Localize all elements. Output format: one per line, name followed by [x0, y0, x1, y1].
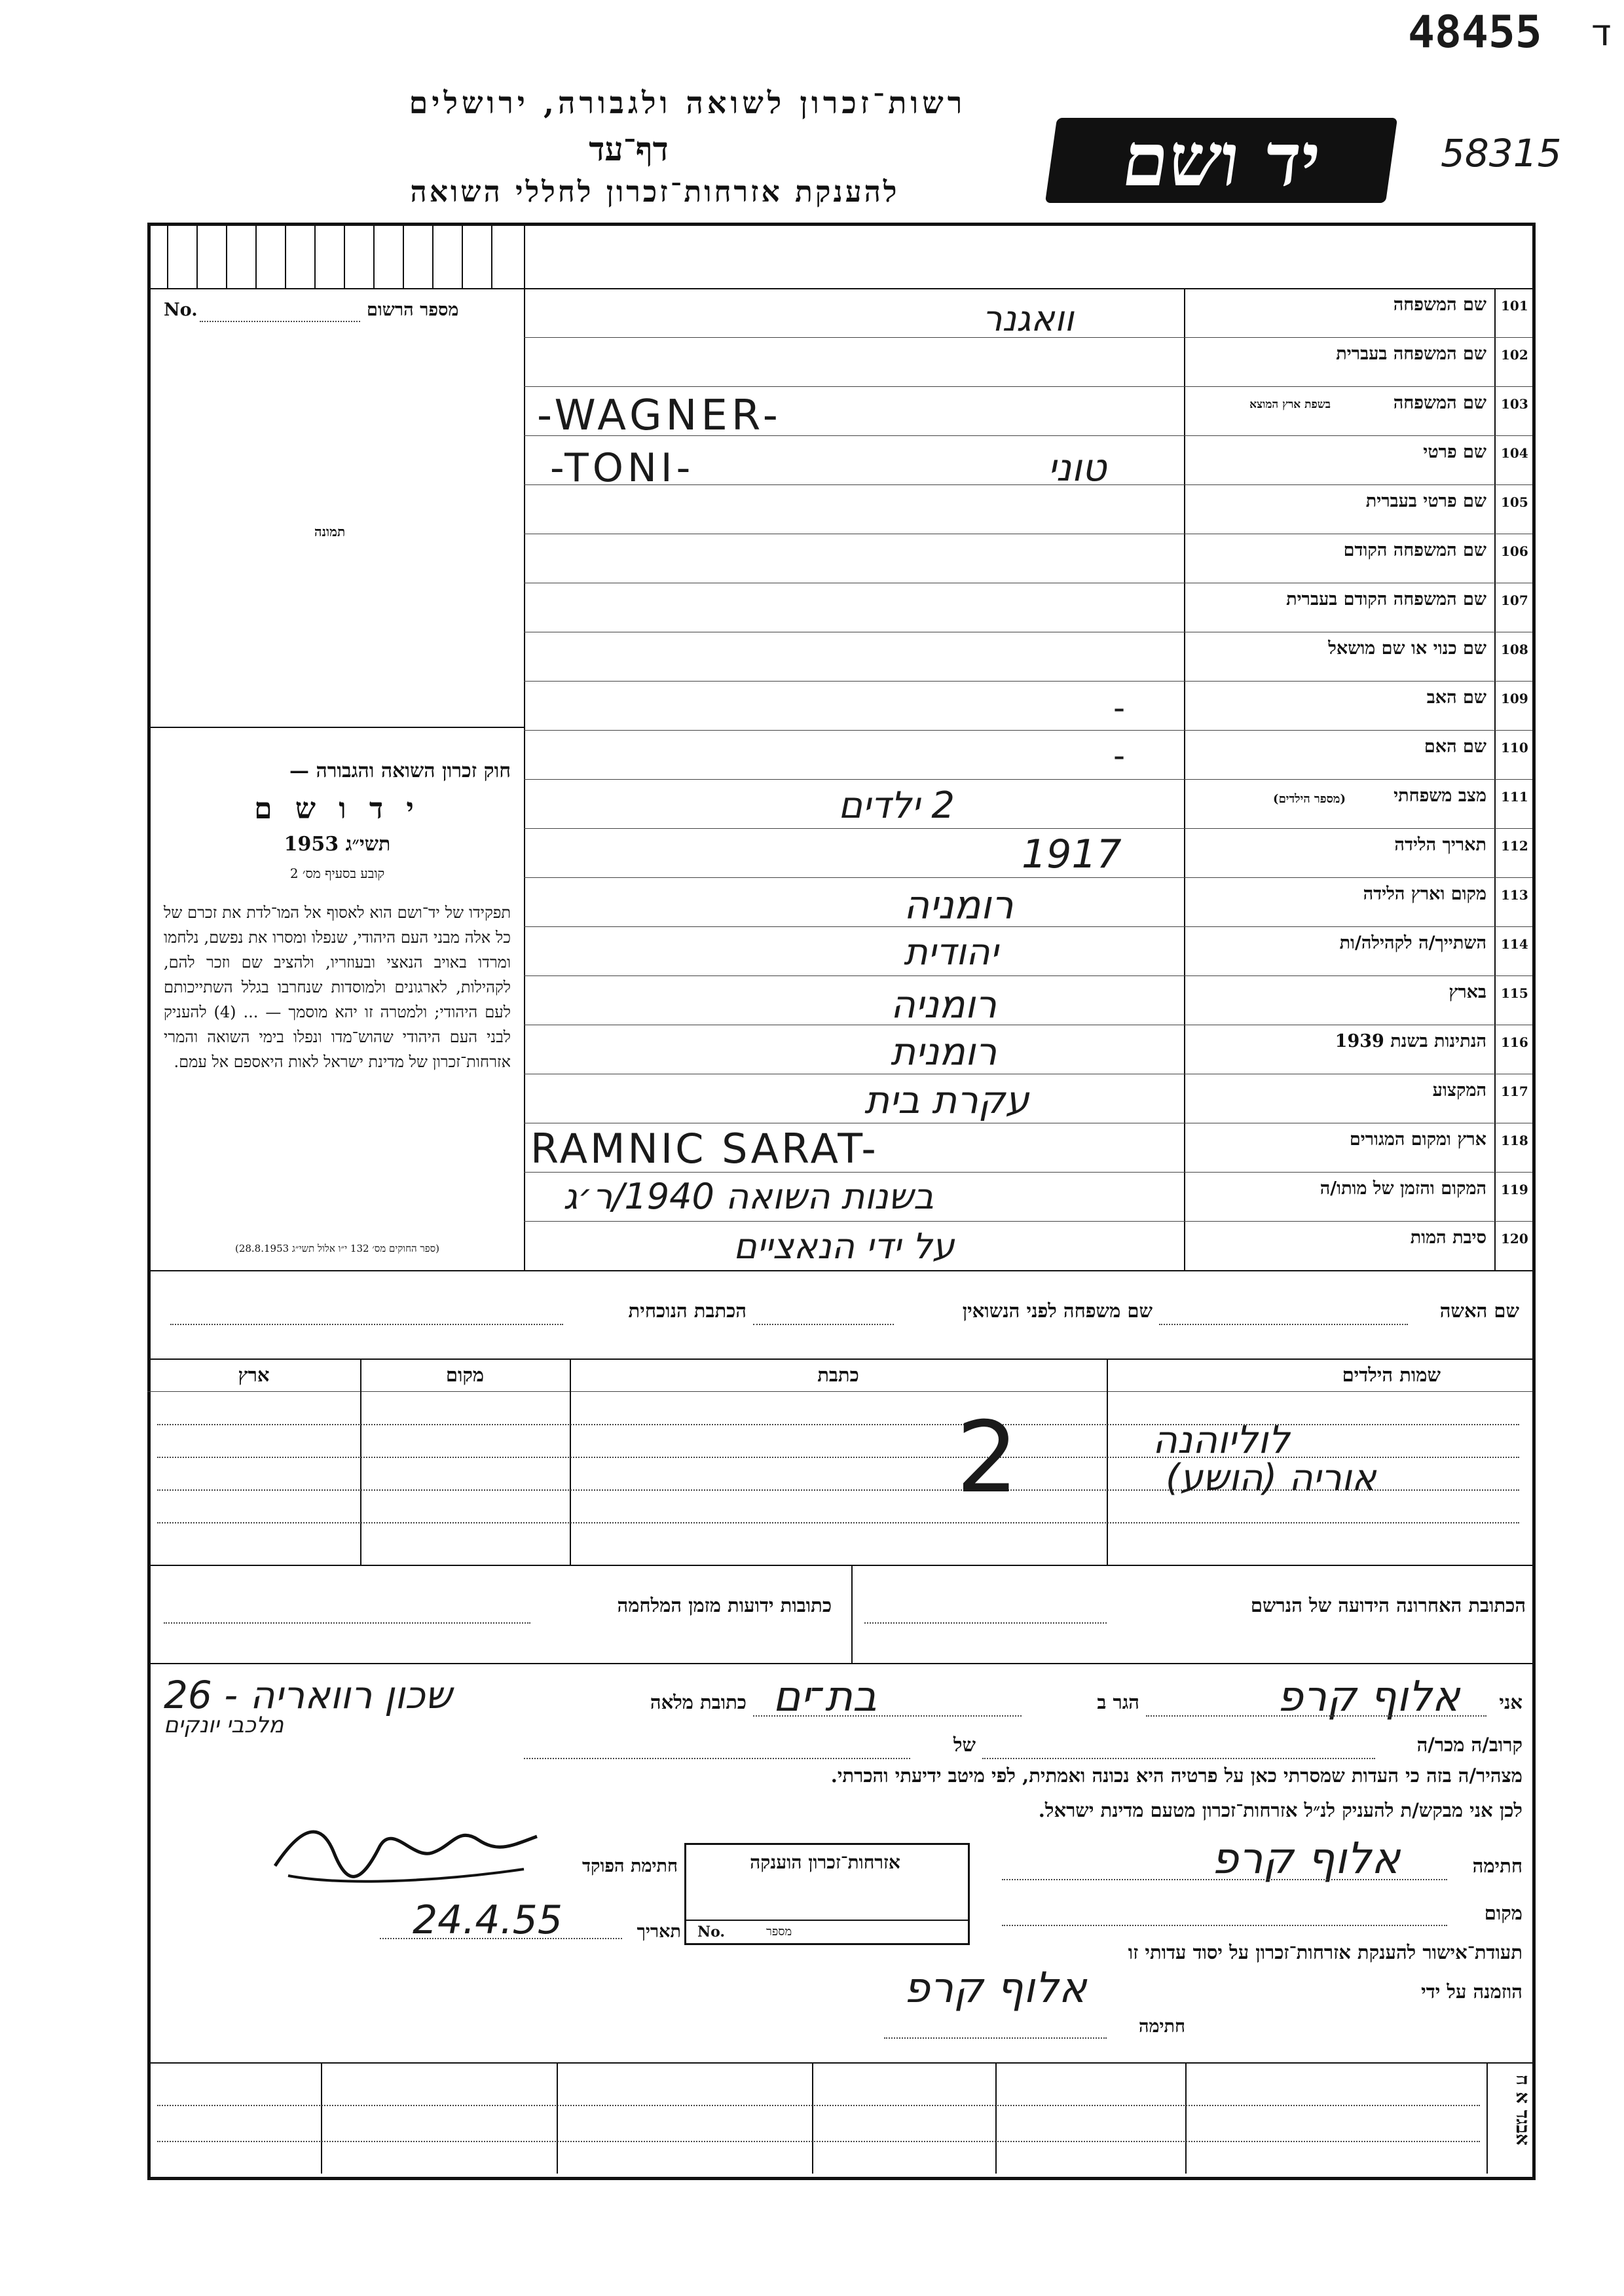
field-num-118: 118 [1501, 1133, 1528, 1148]
field-label-111-note: (מספר הילדים) [1273, 792, 1346, 806]
resident-label: הגר ב [1097, 1691, 1139, 1713]
field-num-120: 120 [1501, 1231, 1528, 1247]
law-text: תפקידו של יד־ושם הוא לאסוף אל המו־לדת את זכרם של כל אלה מבני העם היהודי, שנפלו ומסרו את נפשם, נלחמו ומרדו באויב הנאצי ובעוזריו, ולהציב שם וזכר להם, לקהילות, לארגונים ולמוסדות שנחרבו בגלל השתייכותם לעם היהודי; ולמטרה זו יהא מוסמך — ... (4) להעניק לבני העם היהודי שהוש־מדו ונפלו בימי השואה והמרי אזרחות־זכרון של מדינת ישראל לאות היאספם אל עמם. [164, 903, 511, 1071]
place-field[interactable] [1002, 1925, 1447, 1926]
declaration-line2: לכן אני מבקש/ת להעניק לנ״ל אזרחות־זכרון מטעם מדינת ישראל. [1038, 1799, 1522, 1821]
header-org: רשות־זכרון לשואה ולגבורה, ירושלים [409, 85, 967, 120]
citizenship-box-no: No. [697, 1923, 726, 1941]
children-count[interactable]: 2 [956, 1401, 1019, 1515]
field-label-110: שם האם [1424, 737, 1486, 757]
declaration-ani: אני [1499, 1691, 1522, 1713]
field-num-113: 113 [1501, 887, 1528, 903]
field-num-101: 101 [1501, 298, 1528, 314]
field-label-106: שם המשפחה הקודם [1343, 540, 1486, 560]
full-address-value[interactable]: שכון רוואריה - 26 [164, 1673, 452, 1717]
field-num-112: 112 [1501, 838, 1528, 854]
law-title: חוק זכרון השואה והגבורה — [289, 759, 511, 782]
field-num-117: 117 [1501, 1084, 1528, 1099]
full-address-label: כתובת מלאה [650, 1691, 747, 1713]
field-num-114: 114 [1501, 936, 1528, 952]
field-value-111[interactable]: 2 ילדים [838, 784, 955, 827]
photo-label: תמונה [314, 524, 346, 539]
citizenship-box-title: אזרחות־זכרון הוענקה [750, 1851, 900, 1873]
field-num-103: 103 [1501, 396, 1528, 412]
wartime-address-field[interactable] [164, 1622, 530, 1624]
wife-maiden-label: שם משפחה לפני הנשואין [962, 1300, 1153, 1322]
field-label-111: מצב משפחתי [1393, 786, 1486, 806]
children-col-address: כתבת [817, 1364, 859, 1386]
field-label-101: שם המשפחה [1393, 295, 1486, 315]
field-num-119: 119 [1501, 1182, 1528, 1197]
field-value-109[interactable]: - [1113, 689, 1126, 727]
cert-line: תעודת־אישור להענקת אזרחות־זכרון על יסוד עדותי זו [1128, 1941, 1522, 1963]
field-value-103[interactable]: -WAGNER- [537, 392, 782, 440]
field-label-109: שם האב [1426, 687, 1486, 708]
field-label-107: שם המשפחה הקודם בעברית [1286, 589, 1486, 610]
wife-address-field[interactable] [170, 1324, 563, 1325]
header-subtitle: להענקת אזרחות־זכרון לחללי השואה [410, 175, 900, 209]
field-value-120[interactable]: על ידי הנאציים [733, 1226, 955, 1267]
wife-name-field[interactable] [1159, 1324, 1408, 1325]
field-label-114: השתייך/ה לקהילה/ות [1339, 933, 1486, 953]
invited-label: הוזמנה על ידי [1421, 1980, 1522, 2003]
field-label-117: המקצוע [1432, 1080, 1486, 1101]
signature-label: חתימה [1472, 1855, 1522, 1877]
relative-field[interactable] [982, 1758, 1375, 1759]
place-label: מקום [1484, 1902, 1522, 1924]
field-num-104: 104 [1501, 445, 1528, 461]
field-value-115[interactable]: רומניה [891, 982, 997, 1027]
field-value-114[interactable]: יהודית [904, 931, 999, 974]
declarant-name[interactable]: אלוף קרפ [1277, 1673, 1460, 1721]
field-label-108: שם כנוי או שם מושאל [1328, 638, 1486, 659]
field-value-119[interactable]: בשנות השואה 1940/ר׳ג [563, 1176, 934, 1217]
wife-label: שם האשה [1439, 1300, 1519, 1322]
yad-vashem-logo: יד ושם [1045, 118, 1397, 203]
field-label-103-note: בשפת ארץ המוצא [1249, 398, 1331, 411]
date-value[interactable]: 24.4.55 [413, 1897, 563, 1943]
reg-number-field[interactable] [200, 321, 360, 322]
field-value-101[interactable]: וואגנר [982, 298, 1074, 339]
sig2-label: חתימה [1138, 2016, 1185, 2037]
field-label-112: תאריך הלידה [1394, 835, 1486, 855]
field-num-105: 105 [1501, 494, 1528, 510]
side-code: אבגד א ח [1512, 2074, 1534, 2145]
children-col-names: שמות הילדים [1342, 1364, 1441, 1386]
field-label-103: שם המשפחה [1393, 393, 1486, 413]
invited-signature[interactable]: אלוף קרפ [904, 1964, 1087, 2013]
last-address-field[interactable] [864, 1622, 1107, 1624]
declaration-line1: מצהיר/ה בזה כי העדות שמסרתי כאן על פרטיה היא נכונה ואמתית, לפי מיטב ידיעתי והכרתי. [830, 1764, 1522, 1787]
wife-maiden-field[interactable] [753, 1324, 894, 1325]
field-num-108: 108 [1501, 642, 1528, 657]
law-ref: (ספר החוקים מס׳ 132 י״ו אלול תשי״ג 28.8.1953) [234, 1243, 440, 1254]
field-num-107: 107 [1501, 592, 1528, 608]
relative-label: קרוב/ה מכר/ה [1416, 1734, 1522, 1756]
wife-address-label: הכתבת הנוכחית [628, 1300, 747, 1322]
declarant-signature[interactable]: אלוף קרפ [1211, 1833, 1401, 1884]
field-value-104-hebrew[interactable]: טוני [1048, 445, 1107, 490]
reg-no: No. [164, 300, 198, 320]
field-num-110: 110 [1501, 740, 1528, 756]
children-col-place: מקום [445, 1364, 485, 1386]
field-label-113: מקום וארץ הלידה [1363, 884, 1486, 904]
law-year: תשי״ג 1953 [284, 833, 391, 856]
official-signature [262, 1813, 550, 1899]
stamp-number: 48455 [1408, 7, 1542, 58]
field-value-117[interactable]: עקרת בית [864, 1078, 1029, 1122]
field-label-120: סיבת המות [1410, 1228, 1486, 1248]
field-value-118[interactable]: RAMNIC SARAT- [530, 1125, 879, 1173]
field-num-106: 106 [1501, 543, 1528, 559]
field-num-111: 111 [1501, 789, 1528, 805]
field-num-109: 109 [1501, 691, 1528, 706]
field-value-104[interactable]: -TONI- [550, 445, 695, 491]
stamp-suffix: ד [1591, 12, 1612, 54]
field-label-115: בארץ [1449, 982, 1486, 1002]
field-value-113[interactable]: רומניה [904, 883, 1014, 928]
resident-city[interactable]: בת־ים [773, 1673, 877, 1721]
wartime-address-label: כתובות ידועות מזמן המלחמה [617, 1594, 832, 1616]
reg-number-label: מספר הרשום [367, 300, 459, 320]
field-value-110[interactable]: - [1113, 737, 1126, 774]
field-num-102: 102 [1501, 347, 1528, 363]
official-sig-label: חתימת הפוקד [582, 1856, 678, 1876]
of-field[interactable] [524, 1758, 910, 1759]
field-label-102: שם המשפחה בעברית [1336, 344, 1486, 364]
field-value-116[interactable]: רומנית [891, 1029, 997, 1074]
handwritten-number: 58315 [1441, 131, 1562, 175]
full-address-note[interactable]: מלכבי יונקים [164, 1712, 284, 1738]
field-label-105: שם פרטי בעברית [1365, 491, 1486, 511]
child-name-1[interactable]: לוליוהנה [1153, 1417, 1290, 1462]
field-label-116: הנתינות בשנת 1939 [1335, 1031, 1486, 1051]
last-address-label: הכתובת האחרונה הידועה של הנרשם [1250, 1594, 1526, 1616]
of-label: של [953, 1734, 976, 1756]
children-col-country: ארץ [238, 1364, 270, 1386]
field-value-112[interactable]: 1917 [1022, 831, 1122, 877]
date-label: תאריך [637, 1922, 681, 1942]
field-label-104: שם פרטי [1423, 442, 1486, 462]
field-num-115: 115 [1501, 985, 1528, 1001]
field-label-118: ארץ ומקום המגורים [1349, 1129, 1486, 1150]
citizenship-box-number: מספר [766, 1925, 792, 1939]
law-name: י ד ו ש ם [254, 792, 420, 826]
header-title: דף־עד [589, 130, 669, 168]
child-name-2[interactable]: אוריה (הושע) [1166, 1457, 1376, 1499]
field-label-119: המקום והזמן של מותו/ה [1320, 1178, 1486, 1199]
field-num-116: 116 [1501, 1034, 1528, 1050]
law-clause: קובע בסעיף מס׳ 2 [289, 866, 385, 881]
